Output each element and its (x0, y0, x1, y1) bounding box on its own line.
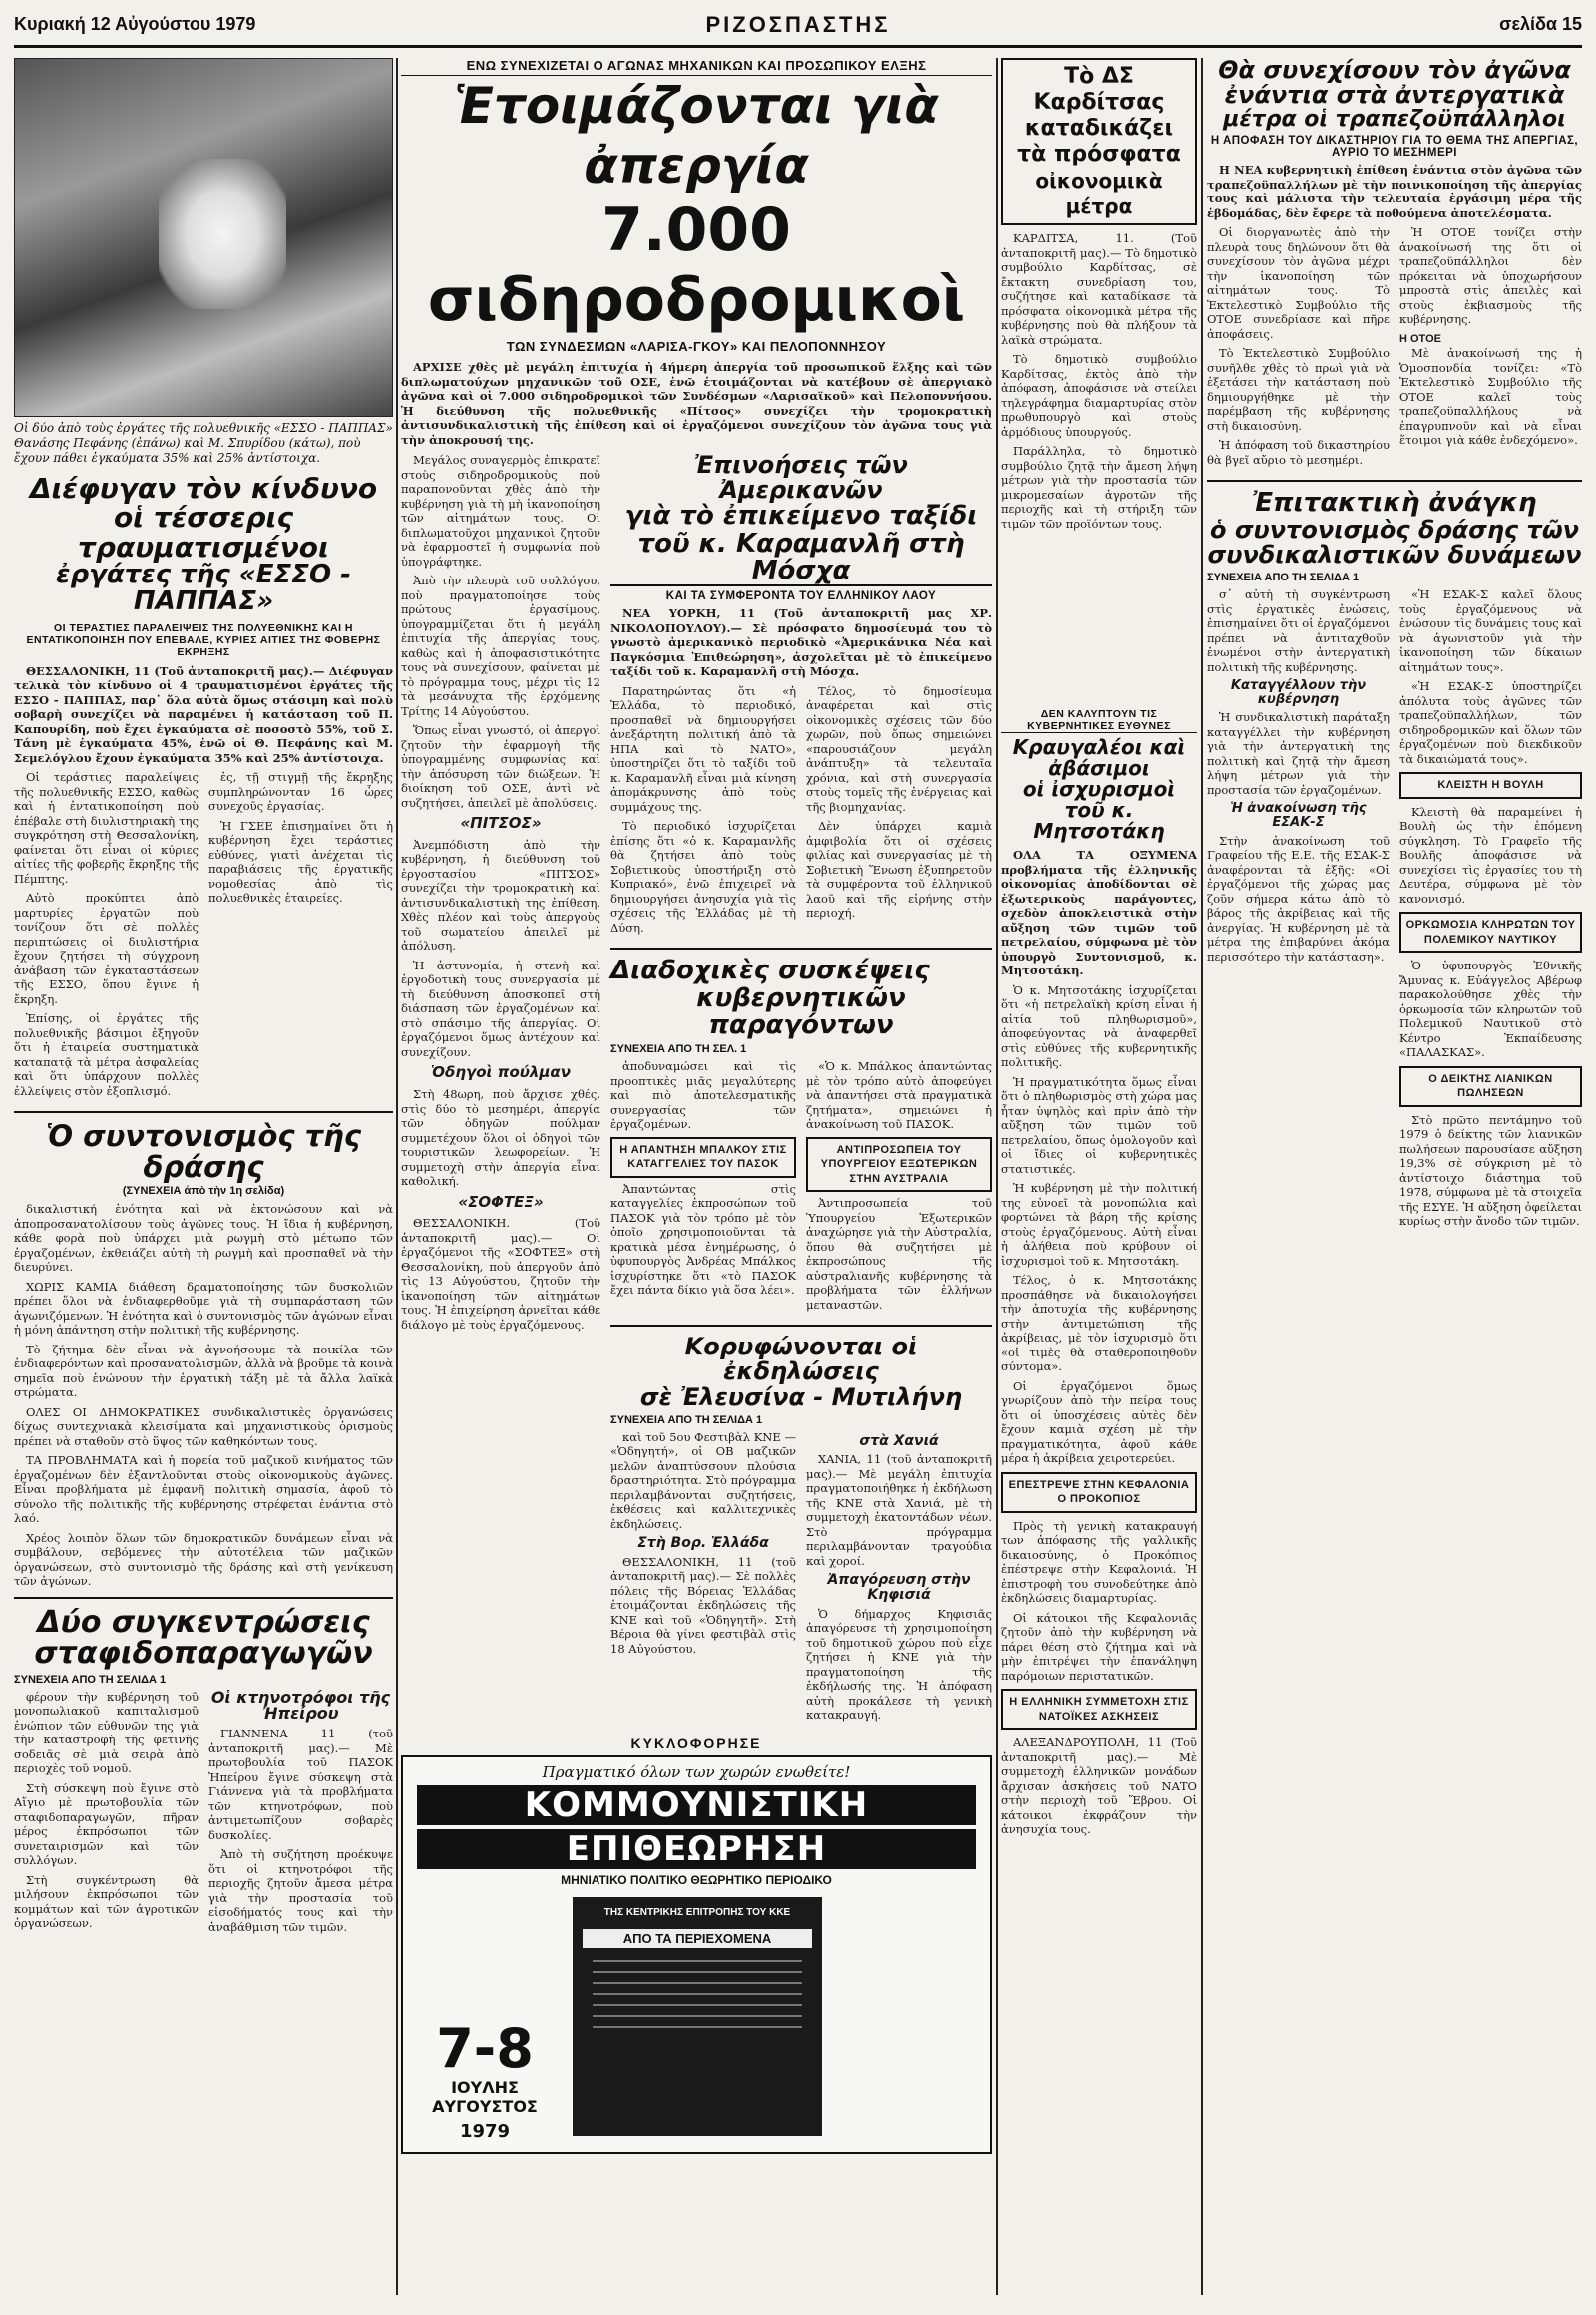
paragraph: ἐς, τῇ στιγμῇ τῆς ἔκρηξης συμπληρώνονταν 16 ὧρες συνεχοῦς ἐργασίας. (208, 770, 393, 814)
subheadline: «ΣΟΦΤΕΞ» (458, 1192, 544, 1211)
paragraph: Παρατηρώντας ὅτι «ἡ Ἑλλάδα, τὸ περιοδικό, προσπαθεῖ νὰ δημιουργήσει ἀνεξάρτητη πολιτική ἀπὸ τὰ ΗΠΑ καὶ τὸ ΝΑΤΟ», ὑποστηρίζει ὅτι τὸ ταξίδι τοῦ κ. Καραμανλῆ εἶναι μιὰ κίνηση ἀπομάκρυνσης ἀπὸ τοὺς συμμάχους της. (610, 683, 796, 814)
paragraph: Ἀνεμπόδιστη ἀπὸ τὴν κυβέρνηση, ἡ διεύθυνση τοῦ ἐργοστασίου «ΠΙΤΣΟΣ» συνεχίζει τὴν τρομοκρατικὴ καὶ ἀντισυνδικαλιστικὴ της ἐπίθεση. Χθὲς πλέον καὶ τοὺς ἀπεργοὺς τοῦ σωματείου ἀπειλεῖ μὲ ἀπόλυση. (401, 837, 600, 954)
lede: ΟΛΑ ΤΑ ΟΞΥΜΕΝΑ προβλήματα τῆς ἑλληνικῆς οἰκονομίας ἀποδίδονται σὲ ἐξωτερικοὺς παράγοντες, σχεδὸν ἀποκλειστικὰ στὴν αὔξηση τῶν τιμῶν τοῦ πετρελαίου, σύμφωνα μὲ τὸν ὑπουργὸ Συντονισμοῦ, κ. Μητσοτάκη. (1001, 848, 1197, 977)
paragraph: Ἡ συνδικαλιστικὴ παράταξη καταγγέλλει τὴν κυβέρνηση γιὰ τὴν ἀντεργατικὴ της πολιτικὴ καὶ ζητᾷ τὴν ἄμεση λήψη μέτρων γιὰ τὴν προστασία τῶν ἐργαζομένων. (1207, 710, 1390, 797)
headline: συνδικαλιστικῶν δυνάμεων (1207, 540, 1582, 569)
ad-title: ΚΟΜΜΟΥΝΙΣΤΙΚΗ (417, 1785, 976, 1825)
headline: οἱ τέσσερις τραυματισμένοι (78, 501, 329, 564)
paragraph: ΓΙΑΝΝΕΝΑ 11 (τοῦ ἀνταποκριτῆ μας).— Μὲ πρωτοβουλία τοῦ ΠΑΣΟΚ Ἠπείρου ἔγινε σύσκεψη στὰ Γιάννενα γιὰ τὰ προβλήματα τῶν κτηνοτρόφων, ποὺ ἀντιμετωπίζουν σοβαρὲς δυσκολίες. (208, 1727, 393, 1842)
lede: ΝΕΑ ΥΟΡΚΗ, 11 (Τοῦ ἀνταποκριτῆ μας ΧΡ. ΝΙΚΟΛΟΠΟΥΛΟΥ).— Σὲ πρόσφατο δημοσίευμά του τὸ γνωστὸ ἀμερικανικὸ περιοδικὸ «Ἀμερικάνικα Νέα καὶ Παγκόσμια Ἐπιθεώρηση», ἀσχολεῖται μὲ τὸ ἐπικείμενο ταξίδι τοῦ κ. Καραμανλῆ στὴ Μόσχα. (610, 606, 992, 679)
article-body (1207, 163, 1582, 472)
article-tactical-need (1207, 490, 1582, 1233)
ad-subtitle: ΜΗΝΙΑΤΙΚΟ ΠΟΛΙΤΙΚΟ ΘΕΩΡΗΤΙΚΟ ΠΕΡΙΟΔΙΚΟ (561, 1872, 832, 1887)
paragraph: ΧΩΡΙΣ ΚΑΜΙΑ διάθεση δραματοποίησης τῶν δυσκολιῶν πρέπει ὅλοι νὰ ἐνδιαφερθοῦμε γιὰ τὴ συμπαράσταση τῶν ἀγωνιζόμενων. Ἡ ἐνότητα καὶ ὁ συντονισμὸς τῶν ἀγώνων εἶναι ἡ μόνη ἀπάντηση στὴν πολιτικὴ τῆς κυβέρνησης. (14, 1279, 393, 1338)
paragraph: Τὸ ζήτημα δὲν εἶναι νὰ ἀγνοήσουμε τὰ ποικίλα τῶν ἐνδιαφερόντων καὶ προσανατολισμῶν, ἀλλὰ νὰ βροῦμε τὰ κοινὰ σημεῖα ποὺ ἑνώνουν τὴν ἐργατικὴ τάξη μὲ τὰ ἄλλα λαϊκὰ στρώματα. (14, 1342, 393, 1400)
headline: ἐργάτες τῆς «ΕΣΣΟ - ΠΑΠΠΑΣ» (56, 560, 351, 617)
page-number: σελίδα 15 (1499, 14, 1582, 34)
divider (14, 1597, 393, 1599)
deck: ΚΑΙ ΤΑ ΣΥΜΦΕΡΟΝΤΑ ΤΟΥ ΕΛΛΗΝΙΚΟΥ ΛΑΟΥ (665, 590, 937, 603)
article-body (1207, 587, 1582, 1234)
paragraph: Τέλος, ὁ κ. Μητσοτάκης προσπάθησε νὰ δικαιολογήσει τὴν ἀποτυχία τῆς κυβέρνησης στὴν ἀντιμετώπιση τῆς ἀκρίβειας, μὲ τὸν ἰσχυρισμὸ ὅτι «οἱ τιμὲς θὰ σταθεροποιηθοῦν σύντομα». (1001, 1273, 1197, 1373)
paragraph: Ἀπὸ τὴ συζήτηση προέκυψε ὅτι οἱ κτηνοτρόφοι τῆς περιοχῆς ζητοῦν ἄμεσα μέτρα γιὰ τὴν προστασία τοῦ εἰσοδήματός τους καὶ τὴν ἀναβάθμιση τῶν τιμῶν. (208, 1847, 393, 1934)
paragraph: Παράλληλα, τὸ δημοτικὸ συμβούλιο ζητᾷ τὴν ἄμεση λήψη μέτρων γιὰ τὴν προστασία τῶν μικρομεσαίων ἀγροτῶν τῆς περιοχῆς καὶ τὴ στήριξη τῶν τιμῶν τῶν προϊόντων τους. (1001, 444, 1197, 531)
subheadline: Οἱ κτηνοτρόφοι τῆς Ἠπείρου (210, 1687, 391, 1724)
cover-header: ΤΗΣ ΚΕΝΤΡΙΚΗΣ ΕΠΙΤΡΟΠΗΣ ΤΟΥ ΚΚΕ (603, 1906, 791, 1918)
paragraph: ἀποδυναμώσει καὶ τὶς προοπτικὲς μιᾶς μεγαλύτερης καὶ πιὸ ἀποτελεσματικῆς συνεργασίας τῶν ἐργαζομένων. (610, 1059, 796, 1132)
lede: ΑΡΧΙΣΕ χθὲς μὲ μεγάλη ἐπιτυχία ἡ 4ήμερη ἀπεργία τοῦ προσωπικοῦ ἕλξης καὶ τῶν διπλωματούχων μηχανικῶν τοῦ ΟΣΕ, ἐνῶ ἑτοιμάζονται νὰ κατέβουν σὲ ἀπεργιακὸ ἀγῶνα καὶ οἱ 7.000 σιδηροδρομικοὶ τῶν Συνδέσμων «Λαρισαϊκοῦ» καὶ Πελοποννήσου. Ἡ διεύθυνση τῆς πολυεθνικῆς «Πίτσος» συνεχίζει τὴν τρομοκρατικὴ ἀντισυνδικαλιστικὴ τῆς ἐπίθεση καὶ οἱ ἐργαζόμενοι συνεχίζουν τὸν ἀγῶνα τους γιὰ τὴν ἀποκρουσή της. (401, 360, 992, 447)
headline-main: Ἑτοιμάζονται γιὰ ἀπεργία (454, 77, 939, 194)
paragraph: Στὴ σύσκεψη ποὺ ἔγινε στὸ Αἴγιο μὲ πρωτοβουλία τῶν σταφιδοπαραγωγῶν, πῆραν μέρος ἐκπρόσωποι τῶν συνεταιρισμῶν καὶ τῶν συλλόγων. (14, 1780, 199, 1868)
lede: ΘΕΣΣΑΛΟΝΙΚΗ, 11 (Τοῦ ἀνταποκριτῆ μας).— Διέφυγαν τελικὰ τὸν κίνδυνο οἱ 4 τραυματισμένοι ἐργάτες τῆς ΕΣΣΟ - ΠΑΠΠΑΣ, παρ᾽ ὅλα αὐτὰ ὅμως στάσιμη καὶ πολὺ σοβαρὴ συνεχίζει νὰ παραμένει ἡ κατάσταση τοῦ Π. Καπουρίδη, ποὺ ἔχει ἐγκαύματα σὲ ποσοστὸ 55%, τοῦ Σ. Τάνη μὲ ἐγκαύματα 45%, ἐνῶ οἱ Θ. Πεφάνης καὶ Μ. Σεμελόγλου ἔχουν ἐγκαύματα 35% καὶ 25% ἀντίστοιχα. (14, 663, 393, 765)
headline: μέτρα οἱ τραπεζοϋπάλληλοι (1223, 107, 1566, 133)
article-body (401, 360, 992, 447)
column-rule (396, 58, 398, 2295)
article-body (14, 1687, 393, 1940)
cover-contents-lines (583, 1960, 812, 2028)
headline: σταφιδοπαραγωγῶν (34, 1636, 373, 1672)
issue-months: ΙΟΥΛΗΣ ΑΥΓΟΥΣΤΟΣ (432, 2077, 538, 2116)
masthead (14, 10, 1582, 48)
paragraph: ΘΕΣΣΑΛΟΝΙΚΗ. (Τοῦ ἀνταποκριτῆ μας).— Οἱ ἐργαζόμενοι τῆς «ΣΟΦΤΕΞ» στὴ Θεσσαλονίκη, ποὺ ἀπεργοῦν ἀπὸ τὶς 13 Αὐγούστου, ζητοῦν τὴν ἱκανοποίηση τῶν αἰτημάτων τους. Ἡ ἐπιχείρηση ἀρνεῖται κάθε διάλογο μὲ τοὺς ἐργαζόμενους. (401, 1216, 600, 1332)
paragraph: φέρουν τὴν κυβέρνηση τοῦ μονοπωλιακοῦ καπιταλισμοῦ ἐνώπιον τῶν εὐθυνῶν της γιὰ τὴν καταστροφὴ τῆς φετινῆς σοδειᾶς σὲ μιὰ σειρὰ ἀπὸ περιοχὲς τοῦ νομοῦ. (14, 1689, 199, 1776)
paragraph: Χρέος λοιπὸν ὅλων τῶν δημοκρατικῶν δυνάμεων εἶναι νὰ συμβάλουν, σεβόμενες τὴν αὐτοτέλεια τῶν μαζικῶν ὀργανώσεων, στὸ συντονισμὸ τῆς δράσης καὶ στὴ γενίκευση τῶν ἀγώνων. (14, 1530, 393, 1589)
article-coordination (14, 1121, 393, 1588)
paragraph: ΧΑΝΙΑ, 11 (τοῦ ἀνταποκριτῆ μας).— Μὲ μεγάλη ἐπιτυχία πραγματοποιήθηκε ἡ ἐκδήλωση τῆς ΚΝΕ στὰ Χανιά, μὲ τὴ συμμετοχὴ ἑκατοντάδων νέων. Στὸ πρόγραμμα περιλαμβάνονταν τραγούδια καὶ χοροί. (806, 1452, 992, 1568)
column-3 (1001, 58, 1197, 696)
subheadline: Ὁδηγοὶ πούλμαν (431, 1063, 571, 1082)
divider (610, 1325, 992, 1327)
paragraph: Οἱ ἐργαζόμενοι ὅμως γνωρίζουν ἀπὸ τὴν πείρα τους ὅτι οἱ ὑποσχέσεις αὐτὲς δὲν ἔχουν καμιὰ σχέση μὲ τὴν πραγματικότητα, ἀφοῦ κάθε μέρα ἡ ἀκρίβεια χειροτερεύει. (1001, 1378, 1197, 1465)
ad-label: ΚΥΚΛΟΦΟΡΗΣΕ (630, 1735, 762, 1751)
box-headline: ΚΛΕΙΣΤΗ Η ΒΟΥΛΗ (1399, 772, 1582, 799)
kicker: ΕΝΩ ΣΥΝΕΧΙΖΕΤΑΙ Ο ΑΓΩΝΑΣ ΜΗΧΑΝΙΚΩΝ ΚΑΙ ΠΡΟΣΩΠΙΚΟΥ ΕΛΞΗΣ (401, 58, 992, 76)
paragraph: Στὴν ἀνακοίνωση τοῦ Γραφείου τῆς Ε.Ε. τῆς ΕΣΑΚ-Σ ἀναφέρονται τὰ ἑξῆς: «Οἱ ἐργαζόμενοι τῆς χώρας μας ζοῦν σήμερα κάτω ἀπὸ τὸ βάρος τῆς ἀκρίβειας καὶ τῆς ἀνεργίας. Ἡ κυβέρνηση μὲ τὰ μέτρα της ἐπιβαρύνει ἀκόμα περισσότερο τὴν κατάσταση». (1207, 833, 1390, 964)
paragraph: Ὁ ὑφυπουργὸς Ἐθνικῆς Ἄμυνας κ. Εὐάγγελος Αβέρωφ παρακολούθησε χθὲς τὴν ὁρκωμοσία τῶν κληρωτῶν τοῦ Πολεμικοῦ Ναυτικοῦ στὸ Κέντρο Ἐκπαίδευσης «ΠΑΛΑΣΚΑΣ». (1399, 959, 1582, 1060)
headline: Ὁ συντονισμὸς τῆς δράσης (45, 1119, 362, 1184)
paragraph: Στὸ πρῶτο πεντάμηνο τοῦ 1979 ὁ δείκτης τῶν λιανικῶν πωλήσεων παρουσίασε αὔξηση 19,3% σὲ σύγκριση μὲ τὸ ἀντίστοιχο διάστημα τοῦ 1978, σύμφωνα μὲ τὰ στοιχεῖα τῆς ΕΣΥΕ. Ἡ αὔξηση ὀφείλεται κυρίως στὴν ἄνοδο τῶν τιμῶν. (1399, 1112, 1582, 1229)
deck: Η ΑΠΟΦΑΣΗ ΤΟΥ ΔΙΚΑΣΤΗΡΙΟΥ ΓΙΑ ΤΟ ΘΕΜΑ ΤΗΣ ΑΠΕΡΓΙΑΣ, ΑΥΡΙΟ ΤΟ ΜΕΣΗΜΕΡΙ (1210, 135, 1579, 160)
paragraph: Οἱ τεράστιες παραλείψεις τῆς πολυεθνικῆς ΕΣΣΟ, καθὼς καὶ ἡ ἐντατικοποίηση ποὺ ἐπέβαλε στὴ διυλιστηριακὴ της συγκρότηση στὴ Θεσσαλονίκη, φαίνεται ὅτι εἶναι οἱ κύριες αἰτίες τῆς φοβερῆς ἔκρηξης τῆς Πέμπτης. (14, 770, 199, 886)
cover-contents-label: ΑΠΟ ΤΑ ΠΕΡΙΕΧΟΜΕΝΑ (583, 1929, 812, 1948)
subheadline: Καταγγέλλουν τὴν κυβέρνηση (1230, 678, 1367, 707)
headline: γιὰ τὸ ἐπικείμενο ταξίδι (624, 501, 978, 532)
paragraph: Τὸ δημοτικὸ συμβούλιο Καρδίτσας, ἐκτὸς ἀπὸ τὴν ἀπόφαση, ἀποφάσισε νὰ στείλει τηλεγράφημα διαμαρτυρίας στὸν πρωθυπουργὸ καὶ στοὺς ἁρμόδιους ὑπουργούς. (1001, 352, 1197, 439)
article-elefsina (610, 1335, 992, 1728)
paragraph: Στὴ συγκέντρωση θὰ μιλήσουν ἐκπρόσωποι τῶν κομμάτων καὶ τῶν ἀγροτικῶν ὀργανώσεων. (14, 1872, 199, 1931)
column-2 (401, 58, 992, 2295)
column-4 (1207, 58, 1582, 2295)
issue-year: 1979 (459, 2121, 511, 2142)
article-body (610, 606, 992, 940)
continued-label: ΣΥΝΕΧΕΙΑ ΑΠΟ ΤΗ ΣΕΛ. 1 (610, 1043, 747, 1056)
article-moscow-trip (610, 453, 992, 940)
paragraph: Ἀπαντώντας στὶς καταγγελίες ἐκπροσώπων τοῦ ΠΑΣΟΚ γιὰ τὸν τρόπο μὲ τὸν ὁποῖο χρησιμοποιοῦνται τὰ κρατικὰ μέσα ἐνημέρωσης, ὁ ὑφυπουργὸς Ἀνδρέας Μπάλκος ἰσχυρίστηκε ὅτι «τὸ ΠΑΣΟΚ ἔχει πάντα δίκιο γιὰ ὅσα λέει». (610, 1181, 796, 1298)
article-body (610, 1430, 992, 1728)
divider (14, 1111, 393, 1113)
lede: Η ΝΕΑ κυβερνητικὴ ἐπίθεση ἐνάντια στὸν ἀγῶνα τῶν τραπεζοϋπαλλήλων μὲ τὴν ποινικοποίηση τῆς ἀπεργίας τους καὶ μάλιστα τὴν τελευταία ἐργάσιμη μέρα τῆς ἑβδομάδας, δὲν ἔφερε τὰ ποθούμενα ἀποτελέσματα. (1207, 163, 1582, 220)
magazine-cover (573, 1897, 822, 2136)
article-body (14, 664, 393, 1104)
ad-title: ΕΠΙΘΕΩΡΗΣΗ (417, 1829, 976, 1869)
continued-label: (ΣΥΝΕΧΕΙΑ ἀπὸ τὴν 1η σελίδα) (122, 1185, 285, 1198)
paragraph: Τὸ Ἐκτελεστικὸ Συμβούλιο συνῆλθε χθὲς τὸ πρωὶ γιὰ νὰ ἐξετάσει τὴν κατάσταση ποὺ δημιουργήθηκε μὲ τὴν παρέμβαση τῆς κυβέρνησης στὴ δικαιοσύνη. (1207, 346, 1390, 433)
paragraph: Ἐπίσης, οἱ ἐργάτες τῆς πολυεθνικῆς βάσιμοι ἐξηγοῦν ὅτι ἡ ἐταιρεία συστηματικὰ καταπατᾷ τὰ μέτρα ἀσφαλείας καὶ ὅτι ὑπάρχουν πολλὲς ἐλλείψεις στὸν ἐξοπλισμό. (14, 1011, 199, 1098)
column-rule (1201, 58, 1203, 2295)
article-government-meetings (610, 958, 992, 1317)
box-headline: ΟΡΚΩΜΟΣΙΑ ΚΛΗΡΩΤΩΝ ΤΟΥ ΠΟΛΕΜΙΚΟΥ ΝΑΥΤΙΚΟΥ (1399, 912, 1582, 953)
paragraph: Αὐτὸ προκύπτει ἀπὸ μαρτυρίες ἐργατῶν ποὺ τονίζουν ὅτι σὲ πολλὲς περιπτώσεις οἱ διυλιστήρια ἔχουν ζητήσει τὴ σύγχρονη ἀνάβαση τῶν ἐγκαταστάσεων τῆς ΕΣΣΟ, ὅπου ἔγινε ἡ ἔκρηξη. (14, 891, 199, 1006)
photo-caption: Οἱ δύο ἀπὸ τοὺς ἐργάτες τῆς πολυεθνικῆς «ΕΣΣΟ - ΠΑΠΠΑΣ» Θανάσης Πεφάνης (ἐπάνω) καὶ Μ. Σπυρίδου (κάτω), ποὺ ἔχουν πάθει ἐγκαύματα 35% καὶ 25% ἀντίστοιχα. (14, 421, 393, 465)
headline: τὰ πρόσφατα (1017, 142, 1181, 167)
paragraph: ΤΑ ΠΡΟΒΛΗΜΑΤΑ καὶ ἡ πορεία τοῦ μαζικοῦ κινήματος τῶν ἐργαζομένων δὲν ἐξαντλοῦνται στοὺς οἰκονομικοὺς ἀγῶνες. Εἶναι προβλήματα μὲ ἐμφανῆ πολιτικὴ σημασία, ἀφοῦ τὸ σύνολο τῆς πολιτικῆς τῆς κυβέρνησης στρέφεται ἐνάντια στὸ λαό. (14, 1453, 393, 1526)
headline: σὲ Ἐλευσίνα - Μυτιλήνη (639, 1382, 963, 1411)
deck: ΤΩΝ ΣΥΝΔΕΣΜΩΝ «ΛΑΡΙΣΑ-ΓΚΟΥ» ΚΑΙ ΠΕΛΟΠΟΝΝΗΣΟΥ (506, 339, 887, 354)
column-rule (996, 58, 998, 2295)
paragraph: Ἡ ἀπόφαση τοῦ δικαστηρίου θὰ βγεῖ αὔριο τὸ μεσημέρι. (1207, 438, 1390, 467)
paragraph: Μὲ ἀνακοίνωσή της ἡ Ὁμοσπονδία τονίζει: «Τὸ Ἐκτελεστικὸ Συμβούλιο τῆς ΟΤΟΕ καλεῖ τοὺς τραπεζοϋπαλλήλους νὰ ἐπαγρυπνοῦν καὶ νὰ εἶναι ἕτοιμοι γιὰ κάθε ἐνδεχόμενο». (1399, 346, 1582, 448)
issue-number: 7-8 (436, 2016, 534, 2080)
headline: ἐνάντια στὰ ἀντεργατικὰ (1224, 81, 1565, 110)
subheadline: Ἀπαγόρευση στὴν Κηφισιά (827, 1572, 971, 1604)
paragraph: Ἡ ΓΣΕΕ ἐπισημαίνει ὅτι ἡ κυβέρνηση ἔχει τεράστιες εὐθύνες, γιατὶ ἀνέχεται τὶς παραβιάσεις τῆς ἐργατικῆς νομοθεσίας ἀπὸ τὶς πολυεθνικὲς ἑταιρείες. (208, 818, 393, 906)
paragraph: Ὁ κ. Μητσοτάκης ἰσχυρίζεται ὅτι «ἡ πετρελαϊκὴ κρίση εἶναι ἡ αἰτία τοῦ πληθωρισμοῦ», ἀποφεύγοντας νὰ ἀναφερθεῖ στὶς εὐθύνες τῆς κυβερνητικῆς πολιτικῆς. (1001, 982, 1197, 1069)
continued-label: ΣΥΝΕΧΕΙΑ ΑΠΟ ΤΗ ΣΕΛΙΔΑ 1 (610, 1413, 763, 1426)
paragraph: Ἡ ἀστυνομία, ἡ στενὴ καὶ ἐργοδοτικὴ τους συνεργασία μὲ τὴ διεύθυνση ἀποσκοπεῖ στὴ διάσπαση τῶν ἐργαζομένων καὶ στὸ σπάσιμο τῆς ἀπεργίας. Οἱ ἐργαζόμενοι ὅμως ἀντέχουν καὶ συνεχίζουν. (401, 958, 600, 1059)
headline: Θὰ συνεχίσουν τὸν ἀγῶνα (1218, 58, 1571, 84)
divider (610, 948, 992, 950)
column-3-lower (1001, 708, 1197, 2295)
headline: οἱ ἰσχυρισμοὶ τοῦ κ. Μητσοτάκη (1022, 777, 1176, 843)
headline: Ἐπινοήσεις τῶν Ἀμερικανῶν (694, 451, 908, 505)
box-headline: ΑΝΤΙΠΡΟΣΩΠΕΙΑ ΤΟΥ ΥΠΟΥΡΓΕΙΟΥ ΕΞΩΤΕΡΙΚΩΝ ΣΤΗΝ ΑΥΣΤΡΑΛΙΑ (806, 1137, 992, 1193)
paragraph: Μεγάλος συναγερμὸς ἐπικρατεῖ στοὺς σιδηροδρομικοὺς ποὺ παραπονοῦνται χθὲς ἀπὸ τὴν κυβέρνηση γιὰ τὴ μὴ ἱκανοποίηση τῶν αἰτημάτων τους. Οἱ διπλωματοῦχοι μηχανικοὶ ζητοῦν νὰ ἐφαρμοστεῖ ἡ συμφωνία ποὺ ὑπογράφτηκε. (401, 453, 600, 569)
paragraph: «Ὁ κ. Μπάλκος ἀπαντώντας μὲ τὸν τρόπο αὐτὸ ἀποφεύγει νὰ ἀπαντήσει στὰ πραγματικὰ ζητήματα», σημειώνει ἡ ἀνακοίνωση τοῦ ΠΑΣΟΚ. (806, 1059, 992, 1132)
subheadline: «ΠΙΤΣΟΣ» (460, 814, 542, 832)
box-headline: Η ΑΠΑΝΤΗΣΗ ΜΠΑΛΚΟΥ ΣΤΙΣ ΚΑΤΑΓΓΕΛΙΕΣ ΤΟΥ ΠΑΣΟΚ (610, 1137, 796, 1178)
headline: Διέφυγαν τὸν κίνδυνο (29, 472, 378, 505)
column-2-right (610, 453, 992, 1728)
kicker: ΔΕΝ ΚΑΛΥΠΤΟΥΝ ΤΙΣ ΚΥΒΕΡΝΗΤΙΚΕΣ ΕΥΘΥΝΕΣ (1001, 708, 1197, 733)
advertisement-kommounistiki-epitheorisi (401, 1755, 992, 2154)
paragraph: Ὅπως εἶναι γνωστό, οἱ ἀπεργοὶ ζητοῦν τὴν ἐφαρμογὴ τῆς ὑπογραμμένης συμφωνίας καὶ τὴν ἀπόσυρση τῶν διώξεων. Ἡ διοίκηση τοῦ ΟΣΕ, ἀντὶ νὰ συζητήσει, ἀπειλεῖ μὲ ἀπολύσεις. (401, 723, 600, 810)
paragraph: Οἱ κάτοικοι τῆς Κεφαλονιᾶς ζητοῦν ἀπὸ τὴν κυβέρνηση νὰ πάρει θέση στὸ ζήτημα καὶ νὰ μὴν ἐπιτρέψει τὴν ἐπανάληψη παρόμοιων περιστατικῶν. (1001, 1610, 1197, 1683)
article-body (610, 1059, 992, 1317)
paragraph: καὶ τοῦ 5ου Φεστιβὰλ ΚΝΕ — «Ὁδηγητή», οἱ ΟΒ μαζικῶν μελῶν ἀναπτύσσουν πλούσια δραστηριότητα. Στὸ πρόγραμμα περιλαμβάνονται συζητήσεις, ἐκθέσεις καὶ καλλιτεχνικὲς ἐκδηλώσεις. (610, 1429, 796, 1531)
paragraph: ΘΕΣΣΑΛΟΝΙΚΗ, 11 (τοῦ ἀνταποκριτῆ μας).— Σὲ πολλὲς πόλεις τῆς Βόρειας Ἑλλάδας ἑτοιμάζονται ἐκδηλώσεις τῆς ΚΝΕ καὶ τοῦ «Ὁδηγητῆ». Στὴ Βέροια θὰ γίνει φεστιβὰλ στὶς 18 Αὐγούστου. (610, 1554, 796, 1656)
paragraph: ΑΛΕΞΑΝΔΡΟΥΠΟΛΗ, 11 (Τοῦ ἀνταποκριτῆ μας).— Μὲ συμμετοχὴ ἑλληνικῶν μονάδων ἄρχισαν ἀσκήσεις τοῦ ΝΑΤΟ στὴν περιοχὴ τοῦ Ἕβρου. Οἱ κάτοικοι ἐκφράζουν τὴν ἀνησυχία τους. (1001, 1736, 1197, 1836)
paragraph: Ὁ δήμαρχος Κηφισιᾶς ἀπαγόρευσε τὴ χρησιμοποίηση τοῦ δημοτικοῦ χώρου ποὺ εἶχε ζητήσει ἡ ΚΝΕ γιὰ τὴν πραγματοποίηση τῆς ἐκδήλωσής της. Ἡ ἀπόφαση αὐτὴ προκάλεσε τὴ γενικὴ κατακραυγή. (806, 1606, 992, 1723)
paragraph: Στὴ 48ωρη, ποὺ ἄρχισε χθές, στὶς δύο τὸ μεσημέρι, ἀπεργία τῶν ὁδηγῶν πούλμαν συμμετέχουν ὅλοι οἱ ὁδηγοὶ τῶν τουριστικῶν λεωφορείων. Ἡ συμμετοχὴ στὴν ἀπεργία εἶναι καθολική. (401, 1087, 600, 1188)
headline-main: 7.000 σιδηροδρομικοὶ (427, 195, 966, 335)
paragraph: Οἱ διοργανωτὲς ἀπὸ τὴν πλευρὰ τους δηλώνουν ὅτι θὰ συνεχίσουν τὸν ἀγῶνα μέχρι τὴν ἱκανοποίηση τῶν αἰτημάτων τους. Τὸ Ἐκτελεστικὸ Συμβούλιο τῆς ΟΤΟΕ συνεδρίασε καὶ πῆρε ἀποφάσεις. (1207, 225, 1390, 341)
continued-label: ΣΥΝΕΧΕΙΑ ΑΠΟ ΤΗ ΣΕΛΙΔΑ 1 (14, 1673, 167, 1686)
paragraph: Ἀντιπροσωπεία τοῦ Ὑπουργείου Ἐξωτερικῶν ἀναχώρησε γιὰ τὴν Αὐστραλία, ὅπου θὰ συζητήσει μὲ ἐκπροσώπους τῆς αὐστραλιανῆς κυβέρνησης τὰ προβλήματα τῶν ἑλλήνων μεταναστῶν. (806, 1196, 992, 1312)
ad-slogan: Πραγματικό όλων των χωρών ενωθείτε! (542, 1762, 851, 1781)
paragraph: Πρὸς τὴ γενικὴ κατακραυγή των ἀπόφασης τῆς γαλλικῆς δικαιοσύνης, ὁ Προκόπιος ἐπέστρεψε στὴν Κεφαλονιά. Ἡ ἐπιστροφὴ του συνοδεύτηκε ἀπὸ ἐκδηλώσεις διαμαρτυρίας. (1001, 1518, 1197, 1605)
subheadline: Η ΟΤΟΕ (1399, 332, 1441, 345)
paragraph: Ἀπὸ τὴν πλευρὰ τοῦ συλλόγου, ποὺ πραγματοποίησε τοὺς πρώτους ἐργασίμους, ὑπογραμμίζεται ὅτι ἡ μεγάλη ἐπιτυχία τῆς ἀπεργίας τους, καθὼς καὶ ἡ ἀποφασιστικότητα τους νὰ συνεχίσουν, φαίνεται μὲ τὸ πρόγραμμα τους, μέχρι τὶς 12 τὰ μεσάνυχτα τῆς ἐρχόμενης Τρίτης 14 Αὐγούστου. (401, 574, 600, 718)
paragraph: σ᾽ αὐτὴ τὴ συγκέντρωση στὶς ἐργατικὲς ἐνώσεις, ἐπισημαίνει ὅτι οἱ ἐργαζόμενοι πρέπει νὰ ἀντιταχθοῦν ἑνωμένοι στὴν ἀντεργατικὴ πολιτικὴ τῆς κυβέρνησης. (1207, 587, 1390, 674)
article-body (14, 1202, 393, 1589)
paragraph: Τέλος, τὸ δημοσίευμα ἀναφέρεται καὶ στὶς οἰκονομικὲς σχέσεις τῶν δύο χωρῶν, ποὺ ὅπως σημειώνει «παρουσιάζουν μεγάλη ἀνάπτυξη» τὰ τελευταῖα χρόνια, καὶ στὴ συνεργασία στοὺς τομεῖς τῆς ἐνέργειας καὶ τῆς βιομηχανίας. (806, 683, 992, 814)
headline: Διαδοχικὲς συσκέψεις (610, 956, 930, 986)
article-esso (14, 474, 393, 1103)
paragraph: δικαλιστική ἑνότητα καὶ νὰ ἐκτονώσουν καὶ νὰ ἀποπροσανατολίσουν τοὺς ἀγῶνες τους. Ἡ ἴδια ἡ κυβέρνηση, κάθε φορὰ ποὺ ὑπάρχει μιὰ ρωγμὴ στὸ μέτωπο τῶν ἐργαζομένων, ἐκθειάζει αὐτὴ τὴ ρωγμὴ καὶ προσπαθεῖ νὰ τὴν διευρύνει. (14, 1202, 393, 1275)
headline: Κραυγαλέοι καὶ ἀβάσιμοι (1012, 735, 1186, 780)
paragraph: Δὲν ὑπάρχει καμιὰ ἀμφιβολία ὅτι οἱ σχέσεις φιλίας καὶ συνεργασίας μὲ τὴ Σοβιετικὴ Ἕνωση ἐξυπηρετοῦν τὰ συμφέροντα τοῦ ἑλληνικοῦ λαοῦ καὶ τῆς εἰρήνης στὴν περιοχή. (806, 819, 992, 921)
article-body (1001, 231, 1197, 531)
paragraph: Ἡ πραγματικότητα ὅμως εἶναι ὅτι ὁ πληθωρισμὸς στὴ χώρα μας ἦταν ὑψηλὸς καὶ πρὶν ἀπὸ τὴν αὔξηση τῶν τιμῶν τοῦ πετρελαίου, ὅπως ὁμολογοῦν καὶ οἱ ἴδιες οἱ κυβερνητικὲς στατιστικές. (1001, 1074, 1197, 1176)
divider (1207, 480, 1582, 482)
deck: ΟΙ ΤΕΡΑΣΤΙΕΣ ΠΑΡΑΛΕΙΨΕΙΣ ΤΗΣ ΠΟΛΥΕΘΝΙΚΗΣ ΚΑΙ Η ΕΝΤΑΤΙΚΟΠΟΙΗΣΗ ΠΟΥ ΕΠΕΒΑΛΕ, ΚΥΡΙΕΣ ΑΙΤΙΕΣ ΤΗΣ ΦΟΒΕΡΗΣ ΕΚΡΗΞΗΣ (26, 621, 381, 658)
issue-date: Κυριακή 12 Αὐγούστου 1979 (14, 14, 256, 34)
headline: καταδικάζει (1024, 116, 1174, 141)
paragraph: «Ἡ ΕΣΑΚ-Σ καλεῖ ὅλους τοὺς ἐργαζόμενους νὰ ἑνώσουν τὶς δυνάμεις τους καὶ νὰ ἀγωνιστοῦν γιὰ τὴν ἱκανοποίηση τῶν δίκαιων αἰτημάτων τους». (1399, 587, 1582, 674)
box-headline: Η ΕΛΛΗΝΙΚΗ ΣΥΜΜΕΤΟΧΗ ΣΤΙΣ ΝΑΤΟΪΚΕΣ ΑΣΚΗΣΕΙΣ (1001, 1689, 1197, 1730)
lede: ΚΑΡΔΙΤΣΑ, 11. (Τοῦ ἀνταποκριτῆ μας).— Τὸ δημοτικὸ συμβούλιο Καρδίτσας, σὲ ἔκτακτη συνεδρίαση του, συζήτησε καὶ καταδίκασε τὰ πρόσφατα οἰκονομικὰ μέτρα τῆς κυβέρνησης ποὺ θὰ πλήξουν τὰ λαϊκὰ στρώματα. (1001, 231, 1197, 347)
article-rail-strike (401, 453, 600, 1728)
photo-injured-workers (14, 58, 393, 417)
article-karditsa (1001, 58, 1197, 225)
headline: τοῦ κ. Καραμανλῆ στὴ Μόσχα (610, 531, 992, 587)
continued-label: ΣΥΝΕΧΕΙΑ ΑΠΟ ΤΗ ΣΕΛΙΔΑ 1 (1207, 572, 1360, 584)
paragraph: Τὸ περιοδικό ἰσχυρίζεται ἐπίσης ὅτι «ὁ κ. Καραμανλῆς θὰ ζητήσει ἀπὸ τοὺς Σοβιετικοὺς ὑποστήριξη στὸ Κυπριακό», ἐνῶ ἐπιχειρεῖ νὰ δημιουργήσει ἀνησυχία γιὰ τὶς σχέσεις τῆς Ἑλλάδας μὲ τὴ Δύση. (610, 819, 796, 935)
newspaper-name: ΡΙΖΟΣΠΑΣΤΗΣ (705, 12, 891, 37)
subheadline: Ἡ ἀνακοίνωση τῆς ΕΣΑΚ-Σ (1230, 801, 1367, 831)
paragraph: Ἡ ΟΤΟΕ τονίζει στὴν ἀνακοίνωσή της ὅτι οἱ τραπεζοϋπάλληλοι δὲν πρόκειται νὰ ὑποχωρήσουν μπροστὰ στὶς ἀπειλὲς καὶ στοὺς ἐκβιασμοὺς τῆς κυβέρνησης. (1399, 225, 1582, 327)
article-body (1001, 848, 1197, 1837)
paragraph: Ἡ κυβέρνηση μὲ τὴν πολιτική της εὐνοεῖ τὰ μονοπώλια καὶ φορτώνει τὰ βάρη τῆς κρίσης στοὺς ἐργαζόμενους. Αὐτὴ εἶναι ἡ ἀλήθεια ποὺ κρύβουν οἱ ἰσχυρισμοὶ τοῦ κ. Μητσοτάκη. (1001, 1181, 1197, 1268)
paragraph: Κλειστὴ θὰ παραμείνει ἡ Βουλὴ ὡς τὴν ἐπόμενη σύγκληση. Τὸ Γραφεῖο τῆς Βουλῆς ἀποφάσισε νὰ συνεχίσει τὶς ἐργασίες του τὴ Δευτέρα, σύμφωνα μὲ τὸν κανονισμό. (1399, 804, 1582, 906)
box-headline: Ο ΔΕΙΚΤΗΣ ΛΙΑΝΙΚΩΝ ΠΩΛΗΣΕΩΝ (1399, 1066, 1582, 1107)
column-2-split (401, 453, 992, 1728)
issue-info (415, 2016, 555, 2142)
headline: ὁ συντονισμὸς δράσης τῶν (1209, 515, 1580, 544)
box-headline: ΕΠΕΣΤΡΕΨΕ ΣΤΗΝ ΚΕΦΑΛΟΝΙΑ Ο ΠΡΟΚΟΠΙΟΣ (1001, 1472, 1197, 1513)
paragraph: ΟΛΕΣ ΟΙ ΔΗΜΟΚΡΑΤΙΚΕΣ συνδικαλιστικὲς ὀργανώσεις δίχως συντεχνιακὰ κλεισίματα καὶ μηχανιστικοὺς ὁρισμοὺς πρέπει νὰ σταθοῦν στὸ ὕψος τῶν καθηκόντων τους. (14, 1404, 393, 1448)
subheadline: Στὴ Βορ. Ἑλλάδα (637, 1535, 769, 1552)
headline: Ἐπιτακτικὴ ἀνάγκη (1252, 488, 1537, 519)
headline: Κορυφώνονται οἱ ἐκδηλώσεις (684, 1333, 918, 1386)
headline: οἰκονομικὰ μέτρα (1035, 169, 1163, 218)
headline: Τὸ ΔΣ Καρδίτσας (1033, 64, 1165, 115)
headline: Δύο συγκεντρώσεις (37, 1604, 370, 1640)
article-raisin-growers (14, 1604, 393, 1940)
headline: κυβερνητικῶν παραγόντων (696, 982, 906, 1040)
subheadline: στὰ Χανιά (859, 1432, 939, 1449)
column-1 (14, 58, 393, 2295)
paragraph: «Ἡ ΕΣΑΚ-Σ ὑποστηρίζει ἀπόλυτα τοὺς ἀγῶνες τῶν τραπεζοϋπαλλήλων, τῶν σιδηροδρομικῶν καὶ ὅλων τῶν ἐργαζομένων ποὺ διεκδικοῦν τὰ δικαιώματά τους». (1399, 679, 1582, 766)
